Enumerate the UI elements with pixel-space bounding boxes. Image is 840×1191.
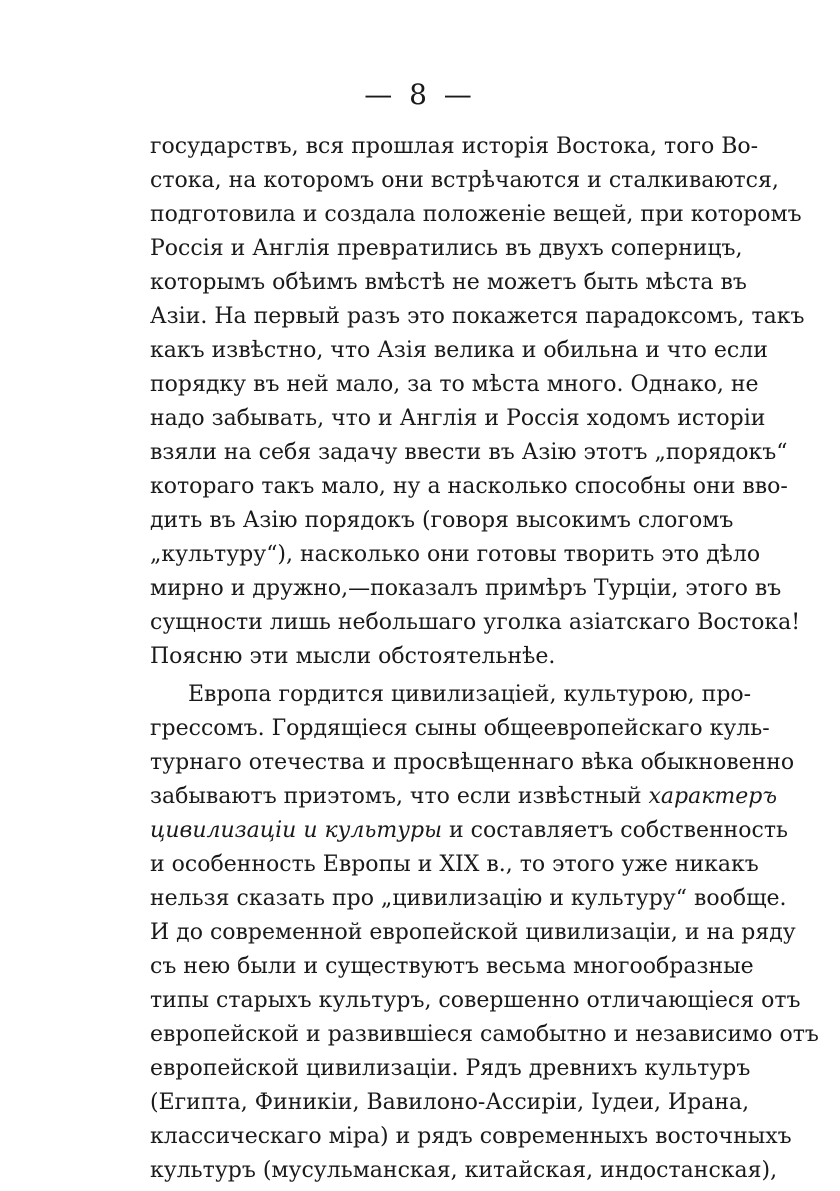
text-line: И до современной европейской цивилизаціи, и на ряду: [150, 920, 796, 945]
page-body: [150, 130, 819, 1188]
text-line: [150, 814, 789, 848]
text-line: типы старыхъ культуръ, совершенно отличающіеся отъ: [150, 988, 801, 1013]
text-line: и особенность Европы и XIX в., то этого уже никакъ: [150, 852, 759, 877]
text-line: Россія и Англія превратились въ двухъ соперницъ,: [150, 236, 743, 261]
text-line: порядку въ ней мало, за то мѣста много. Однако, не: [150, 372, 759, 397]
text-line: надо забывать, что и Англія и Россія ходомъ исторіи: [150, 406, 766, 431]
page-number: — 8 —: [364, 78, 476, 111]
text-line: грессомъ. Гордящіеся сыны общеевропейскаго куль-: [150, 716, 770, 741]
text-line: котораго такъ мало, ну а насколько способны они вво-: [150, 474, 788, 499]
text-line: подготовила и создала положеніе вещей, при которомъ: [150, 202, 802, 227]
paragraph-2: [150, 678, 819, 1188]
text-line: взяли на себя задачу ввести въ Азію этотъ „порядокъ“: [150, 440, 788, 465]
text-line: классическаго міра) и рядъ современныхъ восточныхъ: [150, 1124, 792, 1149]
paragraph-1: [150, 130, 805, 674]
text-line: Азіи. На первый разъ это покажется парадоксомъ, такъ: [150, 304, 805, 329]
text-line: сущности лишь небольшаго уголка азіатскаго Востока!: [150, 610, 801, 635]
text-line: европейской цивилизаціи. Рядъ древнихъ культуръ: [150, 1056, 751, 1081]
text-line: турнаго отечества и просвѣщеннаго вѣка обыкновенно: [150, 750, 795, 775]
text-line: Европа гордится цивилизаціей, культурою, про-: [188, 682, 752, 707]
text-line: (Египта, Финикіи, Вавилоно-Ассиріи, Іудеи, Ирана,: [150, 1090, 750, 1115]
text-line: мирно и дружно,—показалъ примѣръ Турціи, этого въ: [150, 576, 782, 601]
text-line: [150, 780, 777, 814]
italic-emphasis: цивилизаціи и культуры: [150, 818, 443, 843]
text-line: нельзя сказать про „цивилизацію и культуру“ вообще.: [150, 886, 787, 911]
text-line: дить въ Азію порядокъ (говоря высокимъ слогомъ: [150, 508, 734, 533]
text-segment: забываютъ приэтомъ, что если извѣстный: [150, 784, 649, 809]
text-line: какъ извѣстно, что Азія велика и обильна и что если: [150, 338, 768, 363]
italic-emphasis: характеръ: [648, 784, 777, 809]
text-line: культуръ (мусульманская, китайская, индостанская),: [150, 1158, 778, 1183]
text-line: которымъ обѣимъ вмѣстѣ не можетъ быть мѣста въ: [150, 270, 747, 295]
text-line: „культуру“), насколько они готовы творить это дѣло: [150, 542, 761, 567]
text-line: стока, на которомъ они встрѣчаются и сталкиваются,: [150, 168, 779, 193]
text-line: европейской и развившіеся самобытно и независимо отъ: [150, 1022, 819, 1047]
text-line: государствъ, вся прошлая исторія Востока, того Во-: [150, 134, 759, 159]
text-line: Поясню эти мысли обстоятельнѣе.: [150, 644, 556, 669]
text-line: съ нею были и существуютъ весьма многообразные: [150, 954, 754, 979]
text-segment: и составляетъ собственность: [442, 818, 789, 843]
